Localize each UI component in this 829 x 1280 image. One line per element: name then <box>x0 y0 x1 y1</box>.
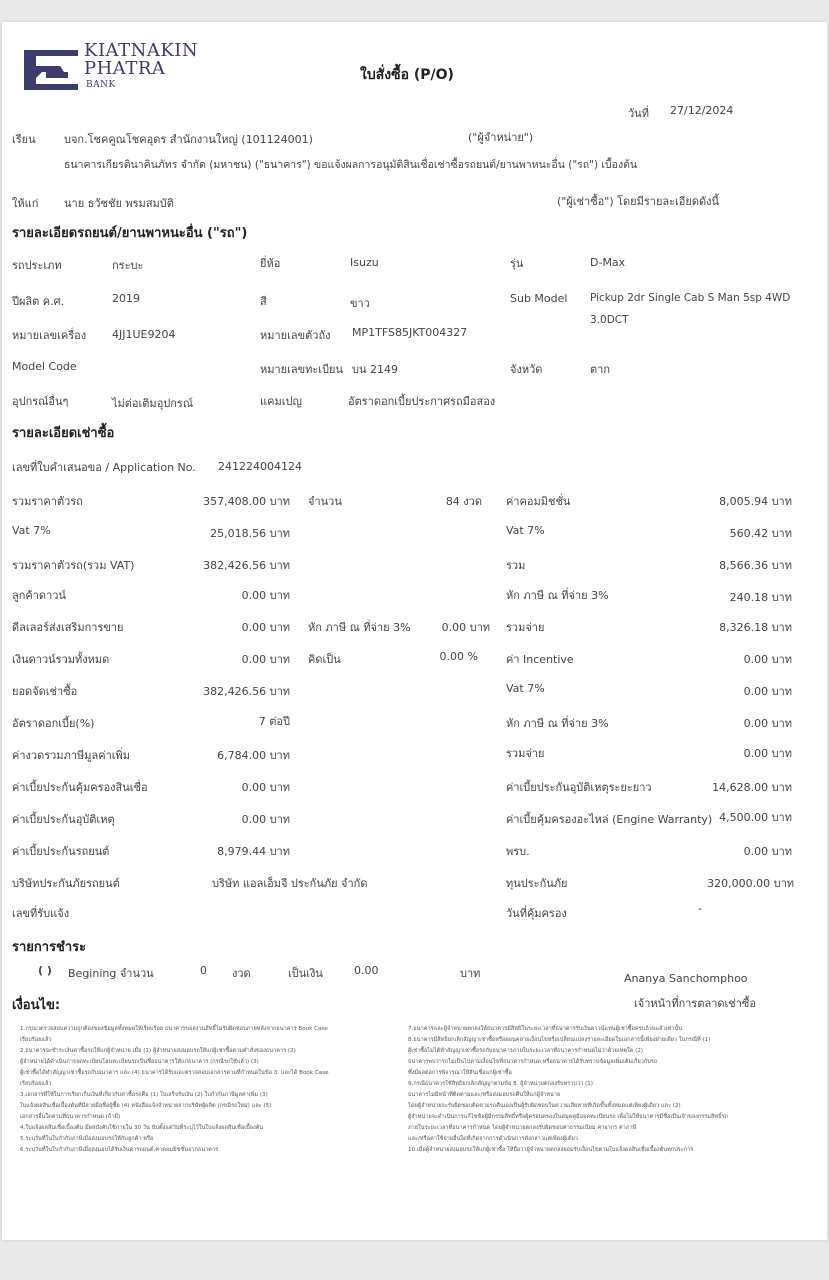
right-row-value: 8,326.18 บาท <box>719 621 792 634</box>
vehicle-year-value: 2019 <box>112 292 140 305</box>
bank-name-line2: PHATRA <box>84 58 166 79</box>
vehicle-model-label: รุ่น <box>510 257 524 270</box>
right-row-value: 560.42 บาท <box>729 527 792 540</box>
bank-name-line3: BANK <box>86 80 116 90</box>
vehicle-submodel-value-2: 3.0DCT <box>590 314 629 326</box>
mid-wht-value: 0.00 บาท <box>441 621 490 634</box>
left-row-label: บริษัทประกันภัยรถยนต์ <box>12 877 120 890</box>
left-row-value: 382,426.56 บาท <box>203 559 290 572</box>
left-row-value: 6,784.00 บาท <box>217 749 290 762</box>
vehicle-submodel-label: Sub Model <box>510 292 568 305</box>
vehicle-chassis-label: หมายเลขตัวถัง <box>260 329 331 342</box>
right-row-label: ค่าเบี้ยคุ้มครองอะไหล่ (Engine Warranty) <box>506 813 713 826</box>
left-row-value: 25,018.56 บาท <box>210 527 290 540</box>
left-row-label: ค่าเบี้ยประกันคุ้มครองสินเชื่อ <box>12 781 148 794</box>
left-row-value: 0.00 บาท <box>241 653 290 666</box>
condition-line: ภายในระยะเวลาที่ธนาคารกำหนด โดยผู้จำหน่ายตกลงรับผิดชอบค่าธรรมเนียม ค่าอากร ค่าภาษี <box>408 1125 637 1131</box>
right-row-label: ทุนประกันภัย <box>506 877 568 890</box>
condition-line: โดยผู้จำหน่ายจะรับผิดชอบติดตามรถคืนเองเป็นผู้รับผิดชอบในความเสียหายที่เกิดขึ้นทั้งหมดแต่เพียงผู้เดียว และ (2) <box>408 1103 681 1109</box>
to-value: บจก.โชคคูณโชคอุดร สำนักงานใหญ่ (101124001) <box>64 133 313 146</box>
vehicle-color-value: ขาว <box>350 297 370 310</box>
installments-value: 84 งวด <box>445 495 482 508</box>
conditions-right <box>408 1024 728 1156</box>
condition-line: 10.เมื่อผู้จำหน่ายส่งมอบรถให้แก่ผู้เช่าซื้อ ให้ถือว่าผู้จำหน่ายตกลงยอมรับเงื่อนไขตามใบแจ้งผลสินเชื่อเบื้องต้นทุกประการ <box>408 1147 694 1153</box>
viewer-bottom-bar <box>0 1246 829 1280</box>
right-row-value: 4,500.00 บาท <box>719 811 792 824</box>
doc-title: ใบสั่งซื้อ (P/O) <box>360 67 454 83</box>
left-row-label: เลขที่รับแจ้ง <box>12 907 70 920</box>
condition-line: ธนาคารไม่มีหน้าที่ติดตามและ/หรือส่งมอบรถคืนให้แก่ผู้จำหน่าย <box>408 1092 561 1098</box>
mid-pct-value: 0.00 % <box>439 650 478 663</box>
left-row-value: 8,979.44 บาท <box>217 845 290 858</box>
installments-label: จำนวน <box>308 495 342 508</box>
vehicle-campaign-label: แคมเปญ <box>260 395 302 408</box>
right-row-value: 0.00 บาท <box>743 717 792 730</box>
dealer-tag: ("ผู้จำหน่าย") <box>468 131 534 144</box>
vehicle-color-label: สี <box>260 295 267 308</box>
condition-line: ผู้เช่าซื้อไม่ได้ทำสัญญาเช่าซื้อรถกับธนาคารภายในระยะเวลาที่ธนาคารกำหนดไม่ว่าด้วยเหตุใด (2) <box>408 1048 644 1054</box>
vehicle-brand-value: Isuzu <box>350 256 379 269</box>
hp-section-heading: รายละเอียดเช่าซื้อ <box>12 426 115 441</box>
vehicle-plate-value: บน 2149 <box>352 363 398 376</box>
right-row-value: 0.00 บาท <box>743 747 792 760</box>
condition-line: เรียบร้อยแล้ว <box>20 1081 52 1087</box>
left-row-label: ลูกค้าดาวน์ <box>12 589 66 602</box>
vehicle-type-label: รถประเภท <box>12 259 62 272</box>
right-row-label: วันที่คุ้มครอง <box>506 907 567 920</box>
vehicle-year-label: ปีผลิต ค.ศ. <box>12 295 65 308</box>
right-row-value: 0.00 บาท <box>743 653 792 666</box>
right-row-value: 14,628.00 บาท <box>712 781 792 794</box>
condition-line: 4.ใบแจ้งผลสินเชื่อเบื้องต้น มีผลบังคับใช้ภายใน 30 วัน นับตั้งแต่วันที่ระบุไว้ในใบแจ้งผลสินเชื่อเบื้องต้น <box>20 1125 264 1131</box>
condition-line: 7.ธนาคารและผู้จำหน่ายตกลงให้ธนาคารมีสิทธิในระยะเวลาที่ธนาคารรับเงินดาวน์แทนผู้เช่าซื้อครบถ้วนแล้วเท่านั้น <box>408 1026 683 1032</box>
condition-line: 6.ระบุวันที่ในใบกำกับภาษีเมื่อส่งมอบได้รับเงินค่ารถยนต์,ค่าคอมมิชชั่นจากธนาคาร <box>20 1147 219 1153</box>
condition-line: ผู้จำหน่ายจะดำเนินการแก้ไขข้อผู้มีกรรมสิทธิ์หรือผู้ครอบครองในสมุดคู่มือจดทะเบียนรถ เพื่อไม่ให้ธนาคารมีชื่อเป็นเจ้าของกรรมสิทธิ์รถ <box>408 1114 728 1120</box>
for-value: นาย ธวัชชัย พรมสมบัติ <box>64 197 174 210</box>
left-row-value: 382,426.56 บาท <box>203 685 290 698</box>
date-value: 27/12/2024 <box>670 104 734 117</box>
right-row-value: 0.00 บาท <box>743 685 792 698</box>
conditions-left <box>20 1024 329 1156</box>
bank-logo <box>22 44 80 94</box>
date-label: วันที่ <box>628 107 649 120</box>
for-label: ให้แก่ <box>12 197 39 210</box>
vehicle-submodel-value: Pickup 2dr Single Cab S Man 5sp 4WD <box>590 292 791 304</box>
right-row-value: - <box>698 902 702 915</box>
vehicle-plate-label: หมายเลขทะเบียน <box>260 363 344 376</box>
right-row-label: รวม <box>506 559 526 572</box>
mid-wht-label: หัก ภาษี ณ ที่จ่าย 3% <box>308 621 411 634</box>
purchase-order-document <box>2 22 827 1240</box>
condition-line: 5.ระบุวันที่ในใบกำกับภาษีเมื่อส่งมอบรถให้กับลูกค้า หรือ <box>20 1136 154 1142</box>
conditions-heading: เงื่อนไข: <box>12 998 61 1013</box>
left-row-value: 0.00 บาท <box>241 589 290 602</box>
buyer-tag: ("ผู้เช่าซื้อ") โดยมีรายละเอียดดังนี้ <box>557 195 720 208</box>
vehicle-modelcode-label: Model Code <box>12 360 77 373</box>
right-row-value: 0.00 บาท <box>743 845 792 858</box>
intro-text: ธนาคารเกียรตินาคินภัทร จำกัด (มหาชน) ("ธนาคาร") ขอแจ้งผลการอนุมัติสินเชื่อเช่าซื้อรถยนต์/ยานพาหนะอื่น ("รถ") เบื้องต้น <box>64 159 638 171</box>
right-row-label: ค่า Incentive <box>506 653 574 666</box>
vehicle-province-value: ตาก <box>590 363 610 376</box>
right-row-value: 320,000.00 บาท <box>707 877 794 890</box>
payment-paren: ( ) <box>38 964 52 977</box>
condition-line: ใบแจ้งผลสินเชื่อเบื้องต้นที่มีลายมือชื่อผู้ซื้อ (4) หนังสือแจ้งจำหน่ายจากบริษัทผู้ผลิต (กรณีรถใหม่) และ (5) <box>20 1103 272 1109</box>
vehicle-acc-value: ไม่ต่อเติมอุปกรณ์ <box>112 397 194 410</box>
left-row-label: อัตราดอกเบี้ย(%) <box>12 717 95 730</box>
bank-logo-mark <box>22 44 80 94</box>
left-row-value: 7 ต่อปี <box>258 715 290 728</box>
right-row-value: 8,566.36 บาท <box>719 559 792 572</box>
left-row-label: ดีลเลอร์ส่งเสริมการขาย <box>12 621 124 634</box>
condition-line: ผู้จำหน่ายได้ดำเนินการจดทะเบียนโอนทะเบียนรถเป็นชื่อธนาคารให้แก่ธนาคาร (กรณีรถใช้แล้ว) (3) <box>20 1059 259 1065</box>
condition-line: เรียบร้อยแล้ว <box>20 1037 52 1043</box>
right-row-label: รวมจ่าย <box>506 621 545 634</box>
vehicle-chassis-value: MP1TFS85JKT004327 <box>352 326 468 339</box>
condition-line: 2.ธนาคารจะชำระเงินค่าซื้อรถให้แก่ผู้จำหน่าย เมื่อ (1) ผู้จำหน่ายส่งมอบรถให้แก่ผู้เช่าซื้อตามคำสั่งของธนาคาร (2) <box>20 1048 296 1054</box>
condition-line: เอกสารอื่นใดตามที่ธนาคารกำหนด (ถ้ามี) <box>20 1114 121 1120</box>
payment-label: Begining จำนวน <box>68 967 154 980</box>
vehicle-province-label: จังหวัด <box>510 363 543 376</box>
right-row-label: รวมจ่าย <box>506 747 545 760</box>
application-no-label: เลขที่ใบคำเสนอขอ / Application No. <box>12 461 196 474</box>
to-label: เรียน <box>12 133 36 146</box>
condition-line: 9.กรณีธนาคารใช้สิทธิยกเลิกสัญญาตามข้อ 8. ผู้จำหน่ายตกลงรับทราบว่า (1) <box>408 1081 593 1087</box>
right-row-label: Vat 7% <box>506 524 545 537</box>
vehicle-model-value: D-Max <box>590 256 626 269</box>
left-row-value: 0.00 บาท <box>241 813 290 826</box>
right-row-label: ค่าคอมมิชชั่น <box>506 495 571 508</box>
vehicle-brand-label: ยี่ห้อ <box>260 257 281 270</box>
condition-line: ผู้เช่าซื้อได้ทำสัญญาเช่าซื้อรถกับธนาคาร และ (4) ธนาคารได้รับและตรวจสอบเอกสารตามที่กำหนดในข้อ 3. และได้ Book Case <box>20 1070 329 1076</box>
mid-pct-label: คิดเป็น <box>308 653 341 666</box>
payment-baht: บาท <box>460 967 481 980</box>
condition-line: 1.กรุณาตรวจสอบความถูกต้องของข้อมูลทั้งหมดให้เรียบร้อย ธนาคารขอสงวนสิทธิ์ไม่รับผิดชอบภายหลังจากธนาคาร Book Case <box>20 1026 328 1032</box>
bank-name-line1: KIATNAKIN <box>84 40 199 61</box>
signer-title: เจ้าหน้าที่การตลาดเช่าซื้อ <box>634 997 757 1010</box>
right-row-label: หัก ภาษี ณ ที่จ่าย 3% <box>506 589 609 602</box>
vehicle-campaign-value: อัตราดอกเบี้ยประกาศรถมือสอง <box>348 395 496 408</box>
left-row-value: 0.00 บาท <box>241 781 290 794</box>
payment-unit: งวด <box>232 967 251 980</box>
right-row-label: หัก ภาษี ณ ที่จ่าย 3% <box>506 717 609 730</box>
payment-count: 0 <box>200 964 207 977</box>
vehicle-acc-label: อุปกรณ์อื่นๆ <box>12 395 69 408</box>
right-row-value: 8,005.94 บาท <box>719 495 792 508</box>
left-row-value: บริษัท แอลเอ็มจี ประกันภัย จำกัด <box>212 877 368 890</box>
right-row-label: Vat 7% <box>506 682 545 695</box>
signer-name: Ananya Sanchomphoo <box>624 972 748 985</box>
left-row-label: รวมราคาตัวรถ <box>12 495 83 508</box>
application-no-value: 241224004124 <box>218 460 302 473</box>
payment-amount-label: เป็นเงิน <box>288 967 323 980</box>
condition-line: 8.ธนาคารมีสิทธิยกเลิกสัญญาเช่าซื้อหรือผ่อนคลายเงื่อนไขหรือเปลี่ยนแปลงรายละเอียดในเอกสารนี้เพียงฝ่ายเดียว ในกรณีที่ (1) <box>408 1037 711 1043</box>
left-row-label: ค่างวดรวมภาษีมูลค่าเพิ่ม <box>12 749 131 762</box>
condition-line: 3.เอกสารที่ใช้ในการเรียกเก็บเงินที่เกี่ยวกับค่าซื้อรถคือ (1) ใบเสร็จรับเงิน (2) ใบกำกับภาษีมูลค่าเพิ่ม (3) <box>20 1092 268 1098</box>
condition-line: และ/หรือค่าใช้จ่ายอื่นใดที่เกิดจากการดำเนินการดังกล่าวแต่เพียงผู้เดียว <box>408 1136 578 1142</box>
right-row-value: 240.18 บาท <box>729 591 792 604</box>
left-row-label: ค่าเบี้ยประกันอุบัติเหตุ <box>12 813 115 826</box>
vehicle-engine-label: หมายเลขเครื่อง <box>12 329 87 342</box>
right-row-label: ค่าเบี้ยประกันอุบัติเหตุระยะยาว <box>506 781 652 794</box>
left-row-label: ยอดจัดเช่าซื้อ <box>12 685 78 698</box>
left-row-value: 0.00 บาท <box>241 621 290 634</box>
condition-line: ธนาคารพบว่ารถไม่เป็นไปตามเงื่อนไขที่ธนาคารกำหนด หรือธนาคารได้รับทราบข้อมูลเพิ่มเติมเกี่ยวกับรถ <box>408 1059 658 1065</box>
left-row-label: Vat 7% <box>12 524 51 537</box>
left-row-label: เงินดาวน์รวมทั้งหมด <box>12 653 110 666</box>
left-row-label: ค่าเบี้ยประกันรถยนต์ <box>12 845 110 858</box>
left-row-label: รวมราคาตัวรถ(รวม VAT) <box>12 559 135 572</box>
right-row-label: พรบ. <box>506 845 530 858</box>
vehicle-engine-value: 4JJ1UE9204 <box>112 328 176 341</box>
left-row-value: 357,408.00 บาท <box>203 495 290 508</box>
condition-line: ซึ่งมีผลต่อการพิจารณาให้สินเชื่อแก่ผู้เช่าซื้อ <box>408 1070 512 1076</box>
vehicle-section-heading: รายละเอียดรถยนต์/ยานพาหนะอื่น ("รถ") <box>12 226 248 241</box>
payment-amount: 0.00 <box>354 964 379 977</box>
payment-section-heading: รายการชำระ <box>12 940 87 955</box>
vehicle-type-value: กระบะ <box>112 259 144 272</box>
